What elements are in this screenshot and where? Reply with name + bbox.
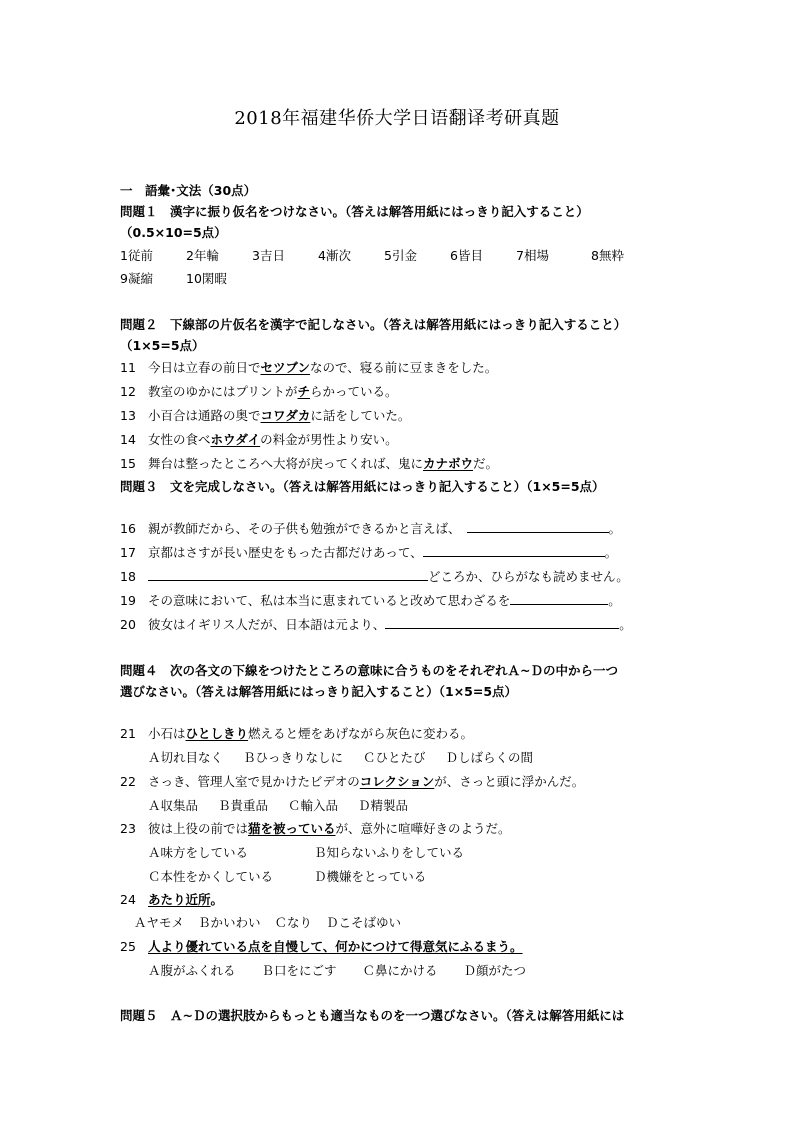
q3-item bbox=[120, 591, 621, 611]
underlined-target: コワダカ bbox=[260, 408, 311, 423]
answer-option[interactable]: Ｄ機嫌をとっている bbox=[314, 869, 427, 884]
q4-heading: 問題４ 次の各文の下線をつけたところの意味に合うものをそれぞれＡ~Ｄの中から一つ bbox=[120, 663, 618, 678]
q2-item bbox=[120, 406, 410, 426]
underlined-target: コレクション bbox=[359, 774, 435, 789]
q2-item bbox=[120, 382, 398, 402]
answer-option[interactable]: Ｂかいわい bbox=[198, 915, 261, 930]
q4-options bbox=[148, 796, 428, 816]
answer-blank[interactable] bbox=[510, 591, 608, 605]
item-text: 。 bbox=[210, 892, 224, 907]
item-number: 14 bbox=[120, 432, 136, 447]
item-number: 13 bbox=[120, 408, 136, 423]
answer-option[interactable]: Ｃひとたび bbox=[363, 750, 426, 765]
answer-blank[interactable] bbox=[423, 543, 605, 557]
item-text: どころか、ひらがなも読めません。 bbox=[428, 569, 629, 584]
answer-option[interactable]: Ｃ本性をかくしている bbox=[148, 869, 274, 884]
underlined-target: チ bbox=[297, 384, 311, 399]
q5-heading: 問題５ Ａ~Ｄの選択肢からもっとも適当なものを一つ選びなさい。（答えは解答用紙には bbox=[120, 1008, 625, 1023]
underlined-target: ひとしきり bbox=[185, 726, 249, 741]
item-text: 燃えると煙をあげながら灰色に変わる。 bbox=[248, 726, 474, 741]
vocab-item: 7相場 bbox=[516, 248, 549, 263]
item-text: 小百合は通路の奥で bbox=[148, 408, 261, 423]
answer-option[interactable]: Ｄこそばゆい bbox=[326, 915, 402, 930]
vocab-item: 5引金 bbox=[384, 248, 417, 263]
q3-heading: 問題３ 文を完成しなさい。（答えは解答用紙にはっきり記入すること）（1×5=5点） bbox=[120, 479, 605, 494]
q2-item bbox=[120, 430, 398, 450]
answer-option[interactable]: Ｄ顔がたつ bbox=[463, 963, 527, 978]
q4-item bbox=[120, 772, 584, 792]
q4-options bbox=[148, 748, 553, 768]
q4-options bbox=[134, 913, 421, 933]
item-text: なので、寝る前に豆まきをした。 bbox=[310, 360, 498, 375]
vocab-item: 8無粋 bbox=[591, 248, 624, 263]
q1-vocab-row-2 bbox=[120, 269, 227, 289]
item-number: 15 bbox=[120, 456, 136, 471]
answer-option[interactable]: Ａ切れ目なく bbox=[148, 750, 224, 765]
item-text: 小石は bbox=[148, 726, 186, 741]
item-number: 21 bbox=[120, 726, 136, 741]
underlined-target: 猫を被っている bbox=[248, 821, 336, 836]
q4-item bbox=[120, 819, 511, 839]
item-text: 。 bbox=[619, 617, 632, 632]
vocab-item: 10閑暇 bbox=[186, 271, 227, 286]
item-number: 12 bbox=[120, 384, 136, 399]
q4-options bbox=[148, 843, 484, 863]
item-number: 16 bbox=[120, 521, 136, 536]
item-number: 18 bbox=[120, 569, 136, 584]
vocab-item: 1従前 bbox=[120, 248, 153, 263]
answer-option[interactable]: Ａヤモメ bbox=[134, 915, 185, 930]
answer-option[interactable]: Ａ腹がふくれる bbox=[148, 963, 236, 978]
answer-option[interactable]: Ｄ精製品 bbox=[358, 798, 409, 813]
answer-blank[interactable] bbox=[148, 567, 428, 581]
item-text: 今日は立春の前日で bbox=[148, 360, 261, 375]
item-text: らかっている。 bbox=[310, 384, 398, 399]
answer-option[interactable]: Ｃ鼻にかける bbox=[362, 963, 438, 978]
underlined-target: 人より優れている点を自慢して、何かにつけて得意気にふるまう。 bbox=[148, 939, 523, 954]
item-text: だ。 bbox=[473, 456, 499, 471]
answer-option[interactable]: Ａ収集品 bbox=[148, 798, 199, 813]
item-text: が、さっと頭に浮かんだ。 bbox=[434, 774, 585, 789]
document-title: 2018年福建华侨大学日语翻译考研真题 bbox=[234, 108, 560, 129]
item-text: 女性の食べ bbox=[148, 432, 211, 447]
answer-option[interactable]: Ｄしばらくの間 bbox=[445, 750, 534, 765]
q2-item bbox=[120, 358, 497, 378]
vocab-item: 4漸次 bbox=[318, 248, 351, 263]
q4-options bbox=[148, 867, 446, 887]
item-text: 舞台は整ったところへ大将が戻ってくれば、鬼に bbox=[148, 456, 424, 471]
answer-option[interactable]: Ｃ輸入品 bbox=[288, 798, 339, 813]
q4-item bbox=[120, 890, 223, 910]
vocab-item: 9凝縮 bbox=[120, 271, 153, 286]
underlined-target: カナボウ bbox=[423, 456, 474, 471]
item-text: 京都はさすが長い歴史をもった古都だけあって、 bbox=[148, 545, 423, 560]
q3-item bbox=[120, 543, 617, 563]
answer-option[interactable]: Ｂ知らないふりをしている bbox=[314, 845, 465, 860]
vocab-item: 2年輪 bbox=[186, 248, 219, 263]
q1-heading: 問題１ 漢字に振り仮名をつけなさい。（答えは解答用紙にはっきり記入すること） bbox=[120, 204, 589, 219]
vocab-item: 6皆目 bbox=[450, 248, 483, 263]
q4-item bbox=[120, 937, 523, 957]
item-text: 。 bbox=[608, 521, 622, 536]
item-text: に話をしていた。 bbox=[310, 408, 411, 423]
q2-heading: 問題２ 下線部の片仮名を漢字で記しなさい。（答えは解答用紙にはっきり記入すること） bbox=[120, 317, 627, 332]
item-text: さっき、管理人室で見かけたビデオの bbox=[148, 774, 360, 789]
item-number: 23 bbox=[120, 821, 136, 836]
q2-item bbox=[120, 454, 498, 474]
item-number: 22 bbox=[120, 774, 136, 789]
answer-option[interactable]: Ｃなり bbox=[274, 915, 313, 930]
item-number: 17 bbox=[120, 545, 136, 560]
item-text: が、意外に喧嘩好きのようだ。 bbox=[335, 821, 511, 836]
section-heading: 一 語彙･文法（30点） bbox=[120, 183, 257, 198]
q4-item bbox=[120, 724, 473, 744]
item-text: その意味において、私は本当に恵まれていると改めて思わざるを bbox=[148, 593, 511, 608]
underlined-target: セツブン bbox=[260, 360, 311, 375]
item-number: 11 bbox=[120, 360, 136, 375]
q2-score: （1×5=5点） bbox=[120, 338, 205, 353]
underlined-target: あたり近所 bbox=[148, 892, 211, 907]
vocab-item: 3吉日 bbox=[252, 248, 285, 263]
item-number: 19 bbox=[120, 593, 136, 608]
item-text: 彼は上役の前では bbox=[148, 821, 249, 836]
item-text: の料金が男性より安い。 bbox=[260, 432, 398, 447]
answer-option[interactable]: Ｂ口をにごす bbox=[261, 963, 337, 978]
q4-options bbox=[148, 961, 546, 981]
answer-blank[interactable] bbox=[385, 615, 619, 629]
q3-item bbox=[120, 615, 632, 635]
item-text: 彼女はイギリス人だが、日本語は元より、 bbox=[148, 617, 386, 632]
answer-option[interactable]: Ｂひっきりなしに bbox=[243, 750, 344, 765]
item-text: 。 bbox=[608, 593, 621, 608]
item-text: 。 bbox=[604, 545, 618, 560]
answer-option[interactable]: Ａ味方をしている bbox=[148, 845, 249, 860]
item-number: 24 bbox=[120, 892, 136, 907]
item-text: 教室のゆかにはプリントが bbox=[148, 384, 298, 399]
underlined-target: ホウダイ bbox=[210, 432, 261, 447]
answer-blank[interactable] bbox=[467, 519, 609, 533]
answer-option[interactable]: Ｂ貴重品 bbox=[218, 798, 269, 813]
q1-vocab-row-1 bbox=[120, 246, 624, 266]
q3-item bbox=[120, 519, 621, 539]
item-text: 親が教師だから、その子供も勉強ができるかと言えば、 bbox=[148, 521, 461, 536]
item-number: 20 bbox=[120, 617, 136, 632]
q1-score: （0.5×10=5点） bbox=[120, 225, 227, 240]
q4-heading-cont: 選びなさい。（答えは解答用紙にはっきり記入すること）（1×5=5点） bbox=[120, 684, 518, 699]
q3-item bbox=[120, 567, 629, 587]
item-number: 25 bbox=[120, 939, 136, 954]
